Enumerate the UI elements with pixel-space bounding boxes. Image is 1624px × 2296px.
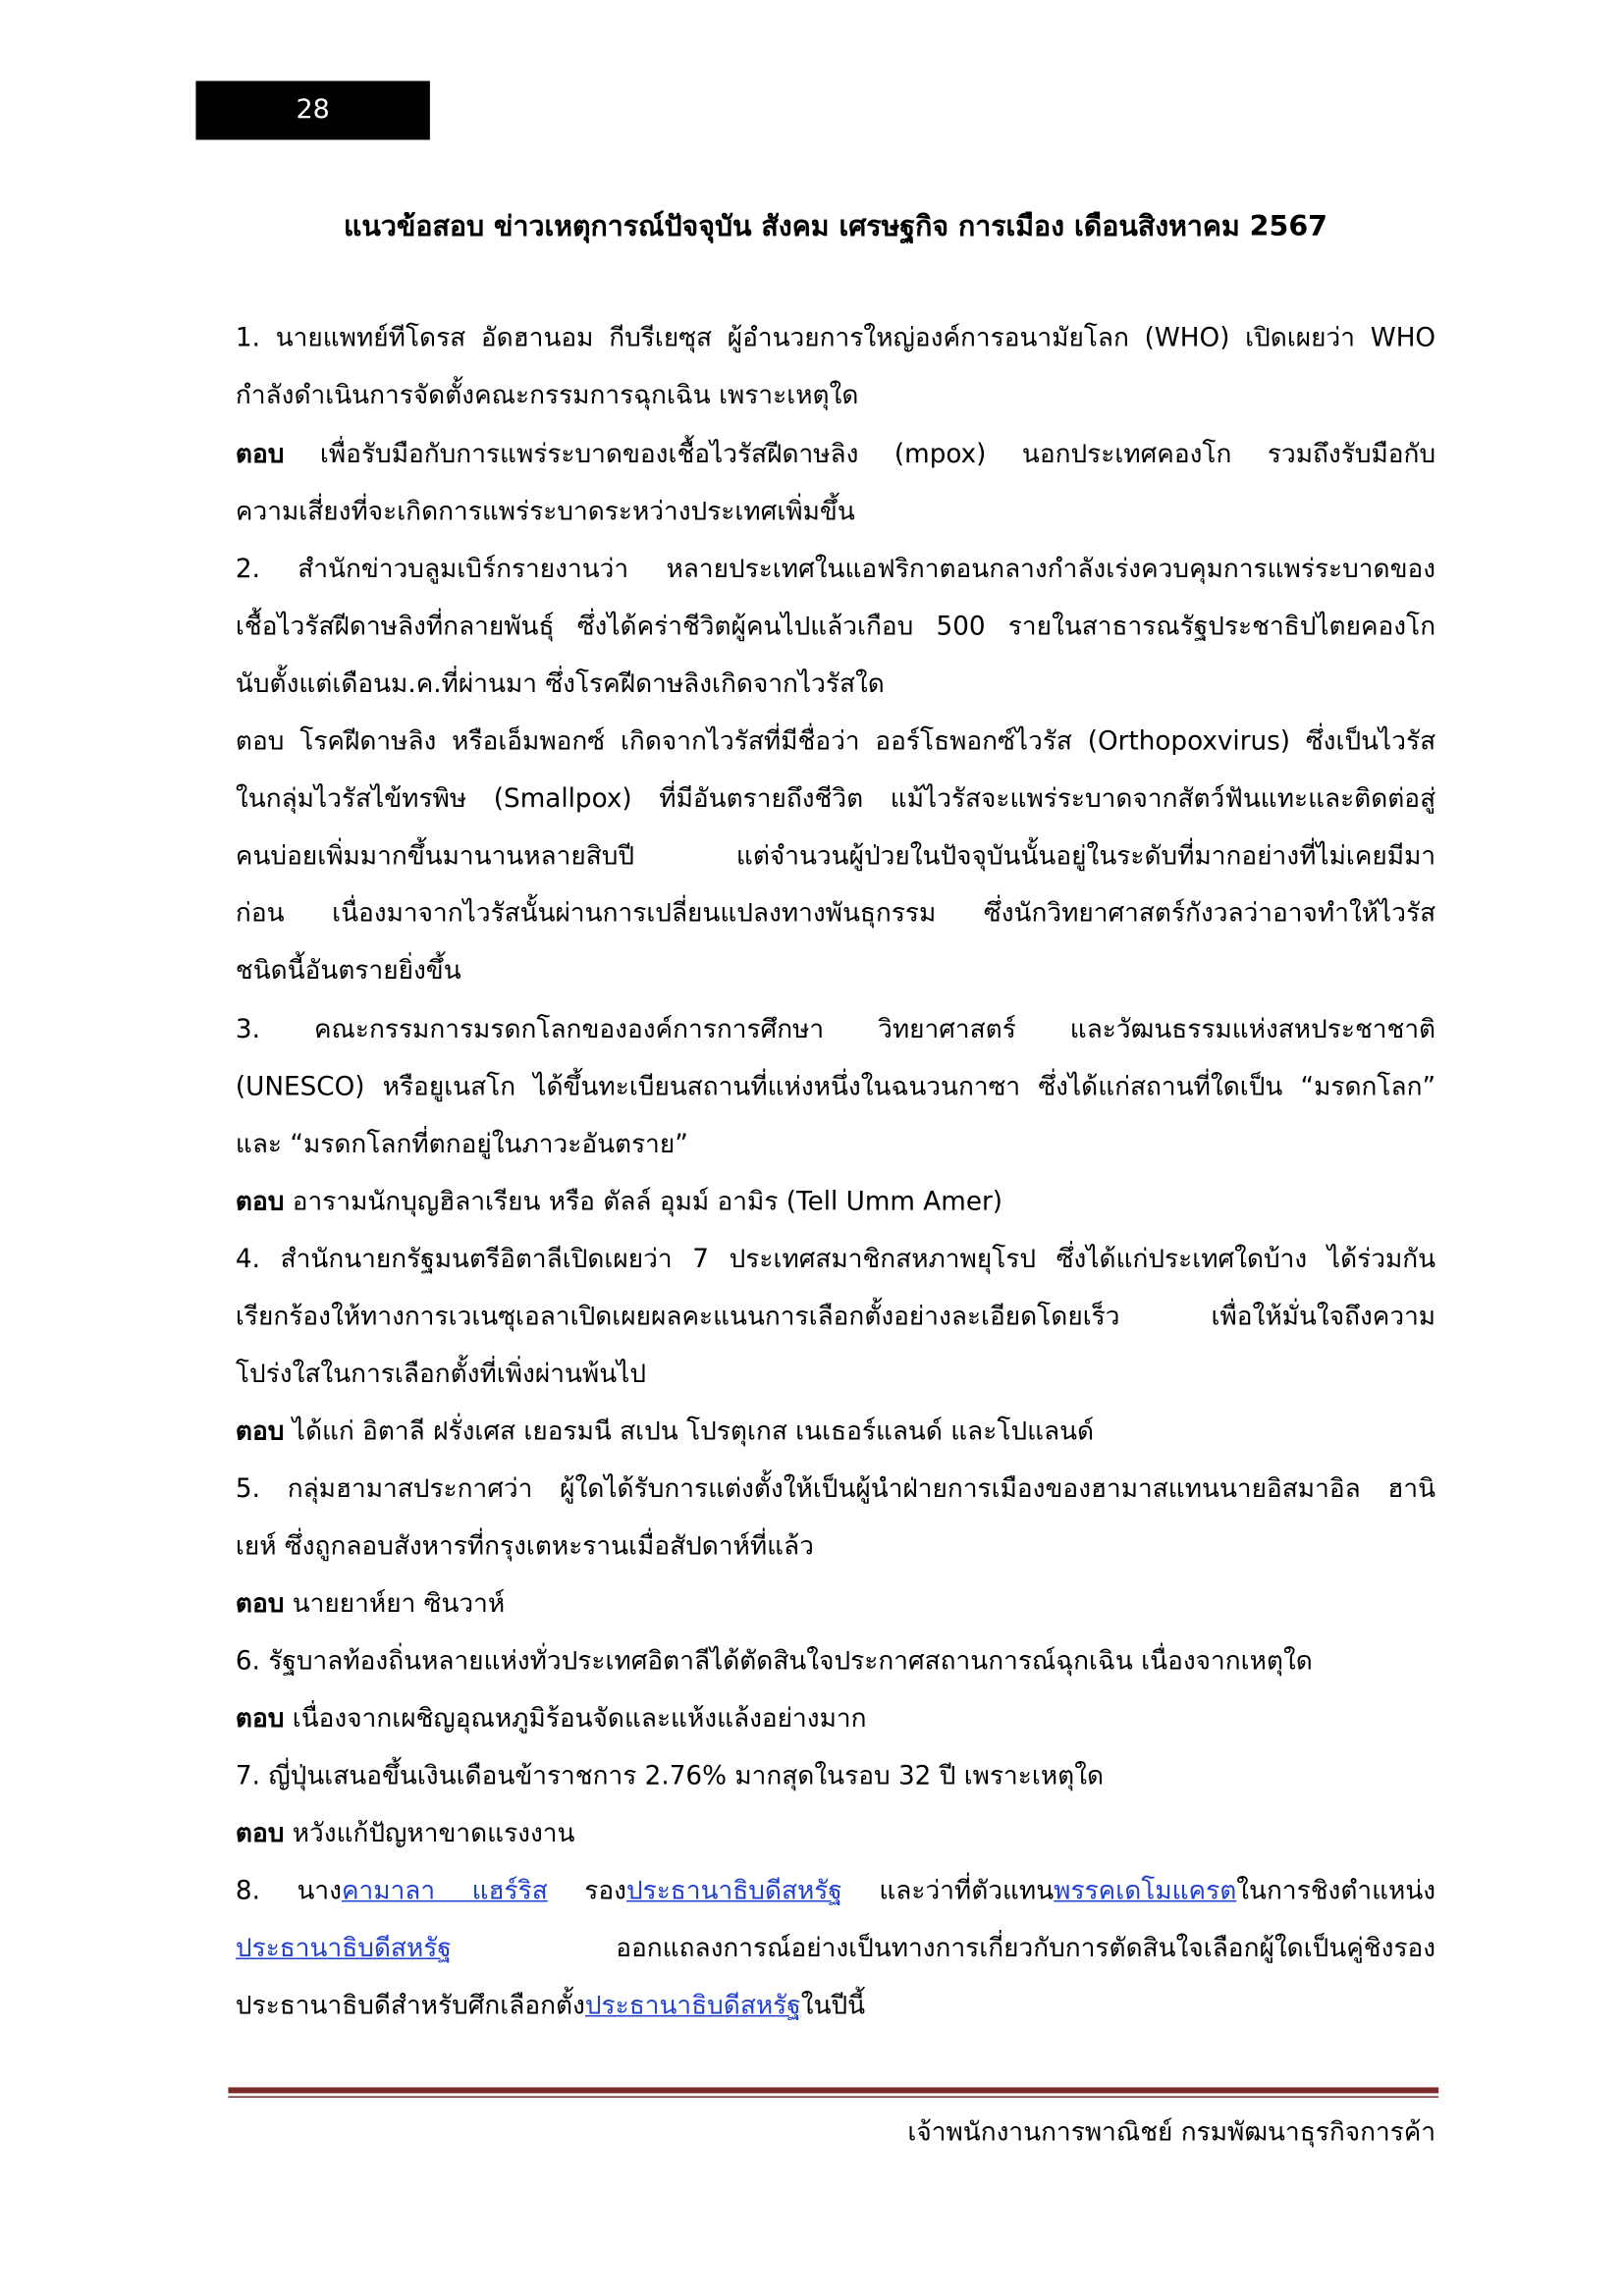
question-8-line-1 bbox=[236, 1872, 1435, 1910]
answer-6-text: เนื่องจากเผชิญอุณหภูมิร้อนจัดและแห้งแล้งอย่างมาก bbox=[284, 1704, 867, 1735]
answer-5-text: นายยาห์ยา ซินวาห์ bbox=[284, 1589, 506, 1620]
question-8-text-c: ในการชิงตำแหน่ง bbox=[1236, 1876, 1436, 1906]
question-8-text-e: ประธานาธิบดีสำหรับศึกเลือกตั้ง bbox=[235, 1991, 585, 2021]
page-number: 28 bbox=[296, 93, 330, 126]
answer-1-line-1 bbox=[236, 436, 1435, 474]
answer-label: ตอบ bbox=[235, 440, 285, 470]
answer-label: ตอบ bbox=[235, 1417, 285, 1448]
answer-2-line-3: คนบ่อยเพิ่มมากขึ้นมานานหลายสิบปี แต่จำนวนผู้ป่วยในปัจจุบันนั้นอยู่ในระดับที่มากอย่างที่ไม่เคยมีมา bbox=[235, 841, 1436, 872]
answer-label: ตอบ bbox=[235, 1704, 285, 1735]
answer-4-line-1 bbox=[236, 1414, 1435, 1452]
question-3-line-3: และ “มรดกโลกที่ตกอยู่ในภาวะอันตราย” bbox=[235, 1130, 688, 1160]
question-8-line-2 bbox=[236, 1930, 1435, 1968]
answer-1-text: เพื่อรับมือกับการแพร่ระบาดของเชื้อไวรัสฝีดาษลิง (mpox) นอกประเทศคองโก รวมถึงรับมือกับ bbox=[284, 440, 1436, 470]
answer-3-text: อารามนักบุญฮิลาเรียน หรือ ตัลล์ อุมม์ อามิร (Tell Umm Amer) bbox=[284, 1188, 1003, 1218]
question-8-prefix: 8. นาง bbox=[235, 1876, 342, 1906]
question-2-line-2: เชื้อไวรัสฝีดาษลิงที่กลายพันธุ์ ซึ่งได้คร่าชีวิตผู้คนไปแล้วเกือบ 500 รายในสาธารณรัฐประชาธิปไตยคองโก bbox=[235, 612, 1436, 642]
answer-7-line-1 bbox=[236, 1815, 1435, 1853]
question-8-text-a: รอง bbox=[547, 1876, 626, 1906]
question-2-line-1: 2. สำนักข่าวบลูมเบิร์กรายงานว่า หลายประเทศในแอฟริกาตอนกลางกำลังเร่งควบคุมการแพร่ระบาดของ bbox=[235, 555, 1436, 585]
link-kamala-harris[interactable]: คามาลา แฮร์ริส bbox=[341, 1876, 548, 1906]
question-4-line-3: โปร่งใสในการเลือกตั้งที่เพิ่งผ่านพ้นไป bbox=[235, 1360, 646, 1390]
footer-rule-thick bbox=[228, 2087, 1438, 2093]
question-8-text-b: และว่าที่ตัวแทน bbox=[841, 1876, 1055, 1906]
question-8-text-d: ออกแถลงการณ์อย่างเป็นทางการเกี่ยวกับการตัดสินใจเลือกผู้ใดเป็นคู่ชิงรอง bbox=[451, 1934, 1436, 1964]
link-us-president[interactable]: ประธานาธิบดีสหรัฐ bbox=[584, 1991, 801, 2021]
link-us-president[interactable]: ประธานาธิบดีสหรัฐ bbox=[235, 1934, 452, 1964]
answer-2-line-2: ในกลุ่มไวรัสไข้ทรพิษ (Smallpox) ที่มีอันตรายถึงชีวิต แม้ไวรัสจะแพร่ระบาดจากสัตว์ฟันแทะและติดต่อสู่ bbox=[235, 784, 1436, 815]
question-4-line-2: เรียกร้องให้ทางการเวเนซุเอลาเปิดเผยผลคะแนนการเลือกตั้งอย่างละเอียดโดยเร็ว เพื่อให้มั่นใจถึงความ bbox=[235, 1303, 1436, 1333]
question-8-line-3 bbox=[236, 1987, 1435, 2025]
question-6-line-1: 6. รัฐบาลท้องถิ่นหลายแห่งทั่วประเทศอิตาลีได้ตัดสินใจประกาศสถานการณ์ฉุกเฉิน เนื่องจากเหตุใด bbox=[235, 1647, 1313, 1678]
answer-2-line-4: ก่อน เนื่องมาจากไวรัสนั้นผ่านการเปลี่ยนแปลงทางพันธุกรรม ซึ่งนักวิทยาศาสตร์กังวลว่าอาจทำให้ไวรัส bbox=[235, 899, 1436, 930]
answer-label: ตอบ bbox=[235, 1589, 285, 1620]
question-3-line-1: 3. คณะกรรมการมรดกโลกขององค์การการศึกษา วิทยาศาสตร์ และวัฒนธรรมแห่งสหประชาชาติ bbox=[235, 1015, 1436, 1045]
question-5-line-2: เยห์ ซึ่งถูกลอบสังหารที่กรุงเตหะรานเมื่อสัปดาห์ที่แล้ว bbox=[235, 1532, 814, 1563]
question-4-line-1: 4. สำนักนายกรัฐมนตรีอิตาลีเปิดเผยว่า 7 ประเทศสมาชิกสหภาพยุโรป ซึ่งได้แก่ประเทศใดบ้าง ได้ร่วมกัน bbox=[235, 1245, 1436, 1275]
answer-1-line-2: ความเสี่ยงที่จะเกิดการแพร่ระบาดระหว่างประเทศเพิ่มขึ้น bbox=[235, 497, 855, 527]
answer-label: ตอบ bbox=[235, 1188, 285, 1218]
link-democratic-party[interactable]: พรรคเดโมแครต bbox=[1054, 1876, 1237, 1906]
question-2-line-3: นับตั้งแต่เดือนม.ค.ที่ผ่านมา ซึ่งโรคฝีดาษลิงเกิดจากไวรัสใด bbox=[235, 669, 885, 700]
page-number-box bbox=[195, 80, 429, 139]
answer-5-line-1 bbox=[236, 1585, 1435, 1624]
document-title: แนวข้อสอบ ข่าวเหตุการณ์ปัจจุบัน สังคม เศรษฐกิจ การเมือง เดือนสิงหาคม 2567 bbox=[344, 210, 1327, 243]
answer-6-line-1 bbox=[236, 1700, 1435, 1738]
link-us-president[interactable]: ประธานาธิบดีสหรัฐ bbox=[625, 1876, 842, 1906]
answer-7-text: หวังแก้ปัญหาขาดแรงงาน bbox=[284, 1819, 575, 1849]
answer-4-text: ได้แก่ อิตาลี ฝรั่งเศส เยอรมนี สเปน โปรตุเกส เนเธอร์แลนด์ และโปแลนด์ bbox=[284, 1417, 1095, 1448]
answer-2-line-5: ชนิดนี้อันตรายยิ่งขึ้น bbox=[235, 956, 461, 987]
footer-rule-thin bbox=[228, 2096, 1438, 2097]
question-8-text-f: ในปีนี้ bbox=[800, 1991, 866, 2021]
answer-3-line-1 bbox=[236, 1184, 1435, 1222]
question-1-line-1: 1. นายแพทย์ทีโดรส อัดฮานอม กีบรีเยซุส ผู้อำนวยการใหญ่องค์การอนามัยโลก (WHO) เปิดเผยว่า WHO bbox=[235, 323, 1436, 353]
question-7-line-1: 7. ญี่ปุ่นเสนอขึ้นเงินเดือนข้าราชการ 2.76% มากสุดในรอบ 32 ปี เพราะเหตุใด bbox=[235, 1762, 1105, 1792]
question-1-line-2: กำลังดำเนินการจัดตั้งคณะกรรมการฉุกเฉิน เพราะเหตุใด bbox=[235, 381, 859, 411]
question-3-line-2: (UNESCO) หรือยูเนสโก ได้ขึ้นทะเบียนสถานที่แห่งหนึ่งในฉนวนกาซา ซึ่งได้แก่สถานที่ใดเป็น “มรดกโลก” bbox=[235, 1073, 1436, 1103]
answer-label: ตอบ bbox=[235, 1819, 285, 1849]
answer-2-line-1: ตอบ โรคฝีดาษลิง หรือเอ็มพอกซ์ เกิดจากไวรัสที่มีชื่อว่า ออร์โธพอกซ์ไวรัส (Orthopoxvirus) ซึ่งเป็นไวรัส bbox=[235, 726, 1436, 757]
question-5-line-1: 5. กลุ่มฮามาสประกาศว่า ผู้ใดได้รับการแต่งตั้งให้เป็นผู้นำฝ่ายการเมืองของฮามาสแทนนายอิสมาอิล ฮานิ bbox=[235, 1474, 1436, 1505]
footer-text: เจ้าพนักงานการพาณิชย์ กรมพัฒนาธุรกิจการค้า bbox=[907, 2117, 1436, 2148]
